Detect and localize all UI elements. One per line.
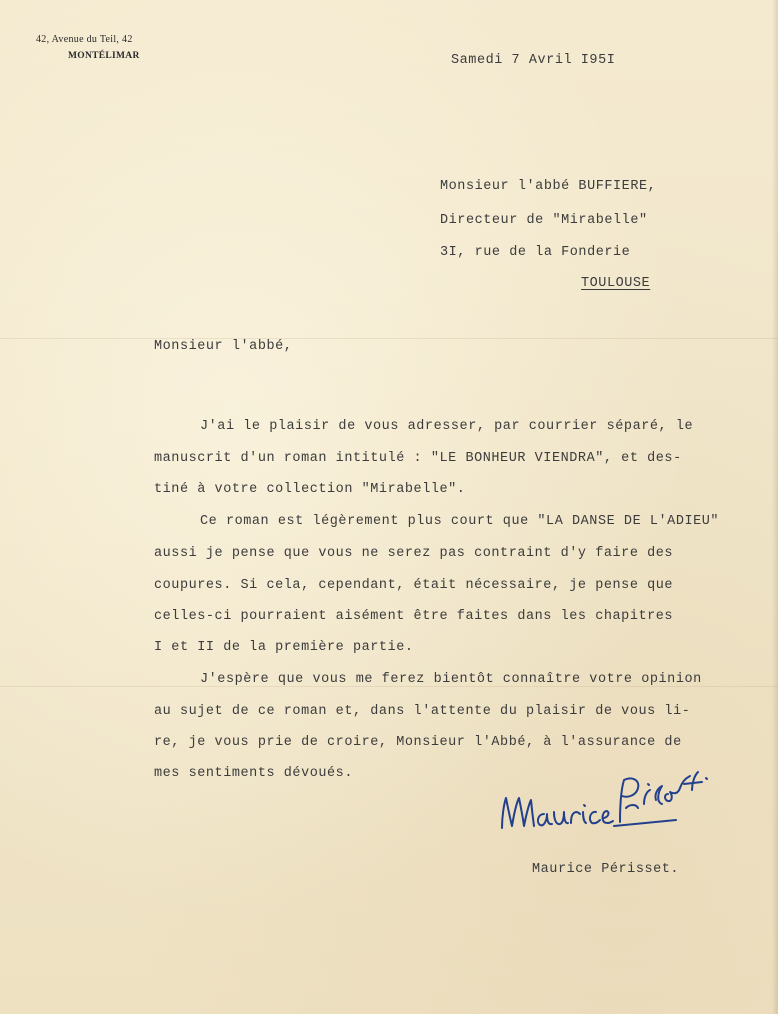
body-line: tiné à votre collection "Mirabelle". — [154, 482, 466, 497]
recipient-name: Monsieur l'abbé BUFFIERE, — [440, 179, 657, 194]
body-line: re, je vous prie de croire, Monsieur l'Abbé, à l'assurance de — [154, 735, 682, 750]
body-line: Ce roman est légèrement plus court que "LA DANSE DE L'ADIEU" — [200, 514, 720, 529]
paper-fold-line — [0, 338, 778, 339]
recipient-title: Directeur de "Mirabelle" — [440, 213, 648, 228]
letterhead-address: 42, Avenue du Teil, 42 — [36, 34, 133, 45]
body-line: au sujet de ce roman et, dans l'attente du plaisir de vous li- — [154, 704, 691, 719]
letterhead-city: MONTÉLIMAR — [68, 51, 140, 61]
paper-edge — [772, 0, 778, 1014]
body-line: aussi je pense que vous ne serez pas contraint d'y faire des — [154, 546, 674, 561]
handwritten-signature — [496, 764, 746, 844]
body-line: mes sentiments dévoués. — [154, 766, 353, 781]
body-line: celles-ci pourraient aisément être faites dans les chapitres — [154, 609, 674, 624]
recipient-street: 3I, rue de la Fonderie — [440, 245, 631, 260]
letter-date: Samedi 7 Avril I95I — [451, 53, 616, 68]
recipient-city: TOULOUSE — [581, 276, 651, 291]
salutation: Monsieur l'abbé, — [154, 339, 293, 354]
body-line: J'ai le plaisir de vous adresser, par courrier séparé, le — [200, 419, 694, 434]
body-line: J'espère que vous me ferez bientôt connaître votre opinion — [200, 672, 702, 687]
body-line: manuscrit d'un roman intitulé : "LE BONHEUR VIENDRA", et des- — [154, 451, 682, 466]
body-line: I et II de la première partie. — [154, 640, 414, 655]
body-line: coupures. Si cela, cependant, était nécessaire, je pense que — [154, 578, 674, 593]
typed-signature-name: Maurice Périsset. — [532, 862, 680, 877]
